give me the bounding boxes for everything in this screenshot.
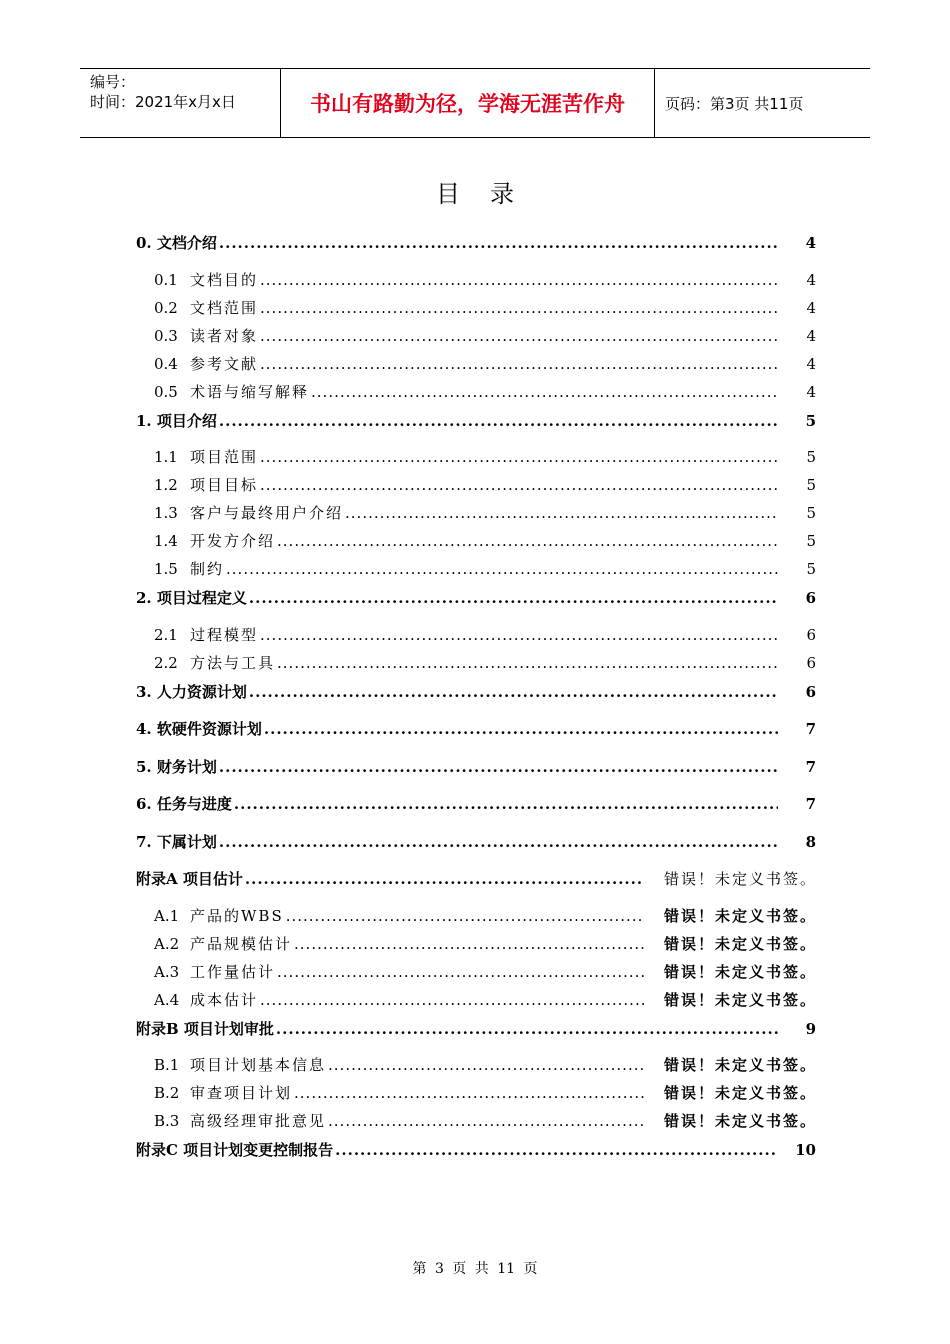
toc-entry[interactable] bbox=[136, 527, 816, 555]
toc-entry-number: B.2 bbox=[154, 1084, 180, 1102]
toc-entry-number: B.1 bbox=[154, 1056, 180, 1074]
toc-entry-page: 7 bbox=[805, 757, 816, 776]
toc-entry-page: 4 bbox=[806, 382, 816, 401]
toc-entry[interactable] bbox=[136, 864, 816, 902]
toc-entry-page: 5 bbox=[806, 560, 816, 578]
toc-entry-page: 6 bbox=[805, 589, 816, 607]
toc-entry[interactable] bbox=[136, 294, 816, 322]
toc-entry-label bbox=[154, 1107, 326, 1135]
toc-entry-label bbox=[154, 443, 258, 471]
toc-entry-number: 0.3 bbox=[154, 326, 178, 345]
header-meta bbox=[80, 69, 281, 137]
toc-entry-number: A.2 bbox=[154, 934, 180, 953]
toc-entry-label bbox=[154, 471, 258, 499]
toc-entry-page: 4 bbox=[806, 270, 816, 289]
toc-entry[interactable] bbox=[136, 677, 816, 715]
toc-entry[interactable] bbox=[136, 714, 816, 752]
toc-entry[interactable] bbox=[136, 555, 816, 583]
toc-entry[interactable] bbox=[136, 930, 816, 958]
toc-entry-label bbox=[154, 902, 284, 930]
toc-entry-page: 6 bbox=[806, 625, 816, 644]
toc-dot-leader bbox=[219, 752, 778, 782]
toc-entry-page: 7 bbox=[805, 795, 816, 813]
toc-entry-text: 制约 bbox=[190, 560, 225, 578]
toc-entry[interactable] bbox=[136, 1014, 816, 1052]
toc-dot-leader bbox=[345, 499, 778, 527]
toc-entry-page: 6 bbox=[805, 682, 816, 701]
header-motto: 书山有路勤为径，学海无涯苦作舟 bbox=[281, 69, 655, 137]
toc-entry-label bbox=[154, 322, 258, 350]
toc-entry-text: 读者对象 bbox=[190, 326, 259, 345]
page-footer: 第 3 页 共 11 页 bbox=[412, 1261, 538, 1277]
toc-entry-text: 产品的WBS bbox=[190, 906, 284, 925]
toc-entry-text: 术语与缩写解释 bbox=[190, 382, 310, 401]
toc-dot-leader bbox=[286, 902, 644, 930]
toc-entry-text: 方法与工具 bbox=[190, 653, 276, 672]
toc-entry[interactable] bbox=[136, 1079, 816, 1107]
toc-entry[interactable] bbox=[136, 621, 816, 649]
toc-entry-page: 5 bbox=[805, 411, 816, 430]
toc-entry-label bbox=[154, 1079, 292, 1107]
toc-entry-label: 4. 软硬件资源计划 bbox=[136, 720, 262, 738]
toc-entry-page: 10 bbox=[795, 1141, 816, 1159]
toc-entry-number: 2.1 bbox=[154, 625, 178, 644]
toc-entry[interactable] bbox=[136, 443, 816, 471]
toc-dot-leader bbox=[219, 827, 778, 857]
toc-entry-text: 工作量估计 bbox=[190, 962, 276, 981]
toc-dot-leader bbox=[277, 958, 644, 986]
toc-entry-label bbox=[154, 930, 292, 958]
toc-entry-number: B.3 bbox=[154, 1112, 180, 1130]
toc-entry-text: 项目目标 bbox=[190, 476, 259, 494]
table-of-contents bbox=[136, 228, 816, 1173]
toc-entry-number: 1.3 bbox=[154, 504, 178, 522]
toc-entry[interactable] bbox=[136, 958, 816, 986]
toc-entry-page: 9 bbox=[805, 1019, 816, 1038]
toc-entry[interactable] bbox=[136, 986, 816, 1014]
toc-entry[interactable] bbox=[136, 266, 816, 294]
toc-entry-label: 6. 任务与进度 bbox=[136, 795, 232, 813]
toc-entry[interactable] bbox=[136, 1135, 816, 1173]
toc-entry-label bbox=[154, 350, 258, 378]
toc-entry-page: 4 bbox=[805, 234, 816, 252]
toc-entry-number: 1.2 bbox=[154, 476, 178, 494]
toc-entry-text: 产品规模估计 bbox=[190, 934, 293, 953]
toc-entry-label bbox=[154, 621, 258, 649]
toc-entry-text: 参考文献 bbox=[190, 354, 259, 373]
toc-entry-number: 1.5 bbox=[154, 560, 178, 578]
toc-entry[interactable] bbox=[136, 406, 816, 444]
toc-entry-page: 8 bbox=[805, 832, 816, 851]
toc-entry-number: 1.4 bbox=[154, 532, 178, 550]
toc-entry-page: 错误！未定义书签。 bbox=[664, 962, 818, 981]
toc-entry[interactable] bbox=[136, 499, 816, 527]
toc-entry-label: 0. 文档介绍 bbox=[136, 234, 217, 252]
toc-entry-page: 错误！未定义书签。 bbox=[664, 1084, 818, 1102]
toc-dot-leader bbox=[260, 266, 778, 294]
toc-entry[interactable] bbox=[136, 902, 816, 930]
toc-entry-page: 5 bbox=[806, 476, 816, 494]
toc-entry-label: 7. 下属计划 bbox=[136, 832, 217, 851]
toc-dot-leader bbox=[294, 930, 644, 958]
toc-dot-leader bbox=[260, 471, 778, 499]
toc-entry-label: 1. 项目介绍 bbox=[136, 411, 217, 430]
toc-entry-text: 过程模型 bbox=[190, 625, 259, 644]
toc-dot-leader bbox=[245, 864, 644, 894]
toc-entry[interactable] bbox=[136, 228, 816, 266]
toc-dot-leader bbox=[328, 1051, 644, 1079]
toc-entry[interactable] bbox=[136, 827, 816, 865]
toc-dot-leader bbox=[260, 621, 778, 649]
header-page-info: 页码：第3页 共11页 bbox=[665, 94, 804, 113]
toc-entry-number: A.1 bbox=[154, 906, 180, 925]
toc-dot-leader bbox=[226, 555, 778, 583]
toc-entry-page: 7 bbox=[805, 720, 816, 738]
toc-entry-page: 5 bbox=[806, 448, 816, 466]
toc-entry-text: 成本估计 bbox=[190, 990, 259, 1009]
toc-entry-label bbox=[154, 294, 258, 322]
toc-entry-label bbox=[154, 555, 224, 583]
toc-dot-leader bbox=[277, 649, 778, 677]
toc-entry-number: 0.4 bbox=[154, 354, 178, 373]
toc-entry-label bbox=[154, 499, 343, 527]
toc-entry[interactable] bbox=[136, 322, 816, 350]
toc-entry-label: 3. 人力资源计划 bbox=[136, 682, 247, 701]
page-header bbox=[80, 68, 870, 138]
toc-entry-text: 项目范围 bbox=[190, 448, 259, 466]
toc-entry-label: 附录B 项目计划审批 bbox=[136, 1019, 274, 1038]
toc-entry[interactable] bbox=[136, 378, 816, 406]
toc-dot-leader bbox=[277, 527, 778, 555]
toc-dot-leader bbox=[276, 1014, 778, 1044]
toc-entry[interactable] bbox=[136, 649, 816, 677]
toc-entry-page: 错误！未定义书签。 bbox=[664, 870, 818, 888]
toc-entry-page: 错误！未定义书签。 bbox=[664, 906, 818, 925]
toc-entry-number: 2.2 bbox=[154, 653, 178, 672]
toc-entry-number: 0.1 bbox=[154, 270, 178, 289]
toc-entry-number: A.4 bbox=[154, 990, 180, 1009]
toc-entry-page: 错误！未定义书签。 bbox=[664, 934, 818, 953]
toc-entry[interactable] bbox=[136, 789, 816, 827]
toc-entry-page: 4 bbox=[806, 354, 816, 373]
toc-dot-leader bbox=[249, 677, 778, 707]
toc-dot-leader bbox=[260, 986, 644, 1014]
toc-entry-text: 客户与最终用户介绍 bbox=[190, 504, 344, 522]
toc-entry[interactable] bbox=[136, 1107, 816, 1135]
toc-entry-page: 5 bbox=[806, 532, 816, 550]
toc-dot-leader bbox=[294, 1079, 644, 1107]
toc-entry-page: 5 bbox=[806, 504, 816, 522]
toc-entry-label bbox=[154, 378, 309, 406]
document-number-label: 编号： bbox=[90, 73, 136, 91]
toc-entry-label: 5. 财务计划 bbox=[136, 757, 217, 776]
toc-entry-label bbox=[154, 1051, 326, 1079]
toc-dot-leader bbox=[219, 228, 778, 258]
toc-entry-page: 6 bbox=[806, 653, 816, 672]
toc-dot-leader bbox=[260, 322, 778, 350]
toc-dot-leader bbox=[234, 789, 778, 819]
toc-dot-leader bbox=[335, 1135, 778, 1165]
toc-entry-text: 高级经理审批意见 bbox=[190, 1112, 327, 1130]
toc-dot-leader bbox=[260, 350, 778, 378]
toc-entry-page: 4 bbox=[806, 298, 816, 317]
toc-entry-number: 0.2 bbox=[154, 298, 178, 317]
toc-dot-leader bbox=[311, 378, 778, 406]
toc-dot-leader bbox=[249, 583, 778, 613]
toc-entry-number: 1.1 bbox=[154, 448, 178, 466]
toc-dot-leader bbox=[264, 714, 778, 744]
toc-dot-leader bbox=[260, 443, 778, 471]
toc-entry-text: 文档目的 bbox=[190, 270, 259, 289]
toc-entry-label bbox=[154, 986, 258, 1014]
toc-entry-text: 开发方介绍 bbox=[190, 532, 276, 550]
toc-entry[interactable] bbox=[136, 471, 816, 499]
toc-entry-text: 项目计划基本信息 bbox=[190, 1056, 327, 1074]
toc-entry[interactable] bbox=[136, 350, 816, 378]
toc-entry-page: 4 bbox=[806, 326, 816, 345]
toc-entry-label bbox=[154, 527, 275, 555]
toc-entry-text: 审查项目计划 bbox=[190, 1084, 293, 1102]
toc-entry-page: 错误！未定义书签。 bbox=[664, 1056, 818, 1074]
toc-entry[interactable] bbox=[136, 752, 816, 790]
toc-entry-label bbox=[154, 649, 275, 677]
toc-entry[interactable] bbox=[136, 1051, 816, 1079]
toc-entry-label: 附录A 项目估计 bbox=[136, 870, 243, 888]
toc-entry-label: 附录C 项目计划变更控制报告 bbox=[136, 1141, 334, 1159]
toc-entry-number: 0.5 bbox=[154, 382, 178, 401]
toc-dot-leader bbox=[260, 294, 778, 322]
toc-entry-page: 错误！未定义书签。 bbox=[664, 1112, 818, 1130]
document-time-label: 时间：2021年x月x日 bbox=[90, 93, 236, 111]
toc-dot-leader bbox=[328, 1107, 644, 1135]
toc-title: 目录 bbox=[436, 180, 544, 208]
toc-entry-number: A.3 bbox=[154, 962, 180, 981]
toc-entry-page: 错误！未定义书签。 bbox=[664, 990, 818, 1009]
toc-dot-leader bbox=[219, 406, 778, 436]
toc-entry[interactable] bbox=[136, 583, 816, 621]
toc-entry-label bbox=[154, 958, 275, 986]
toc-entry-label bbox=[154, 266, 258, 294]
toc-entry-label: 2. 项目过程定义 bbox=[136, 589, 247, 607]
toc-entry-text: 文档范围 bbox=[190, 298, 259, 317]
